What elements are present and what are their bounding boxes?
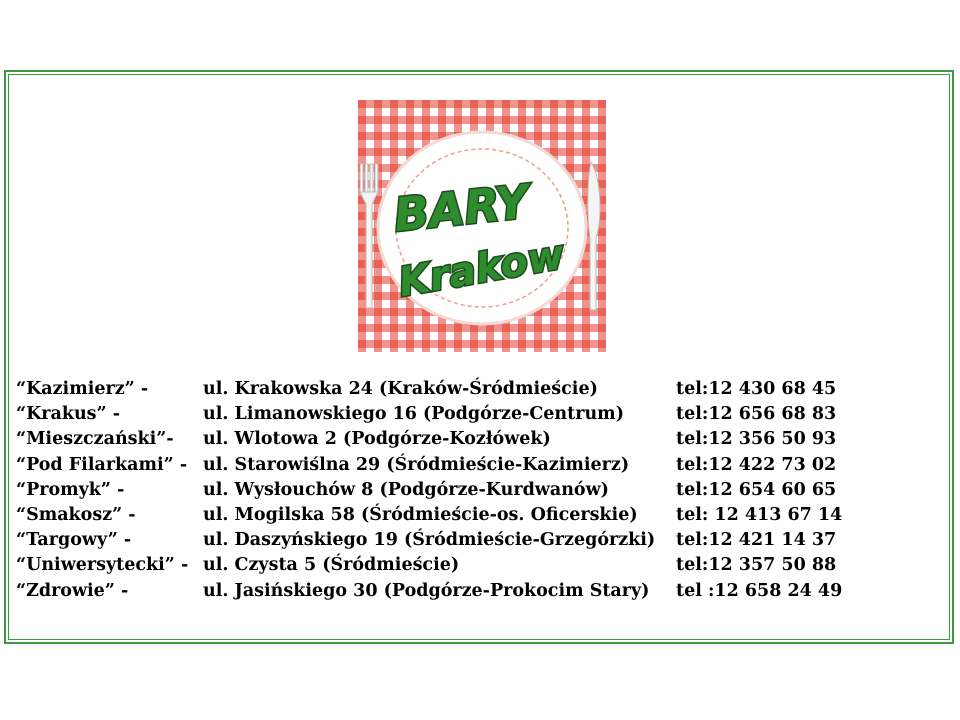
- bar-row: [16, 377, 916, 402]
- bar-row: [16, 427, 916, 452]
- bar-phone: tel :12 658 24 49: [676, 580, 843, 601]
- bar-phone: tel:12 654 60 65: [676, 479, 837, 500]
- bar-address: ul. Daszyńskiego 19 (Śródmieście-Grzegórzki): [203, 530, 656, 551]
- bar-phone: tel:12 356 50 93: [676, 429, 837, 450]
- bar-address: ul. Starowiślna 29 (Śródmieście-Kazimierz): [203, 454, 630, 475]
- bar-name: “Krakus” -: [16, 404, 120, 425]
- bar-phone: tel:12 656 68 83: [676, 404, 837, 425]
- bar-phone: tel:12 422 73 02: [676, 454, 837, 475]
- bar-phone: tel:12 357 50 88: [676, 555, 837, 576]
- bar-address: ul. Wlotowa 2 (Podgórze-Kozłówek): [203, 429, 551, 450]
- bar-row: [16, 528, 916, 553]
- bar-row: [16, 553, 916, 578]
- bar-address: ul. Jasińskiego 30 (Podgórze-Prokocim Stary): [203, 580, 650, 601]
- bar-phone: tel:12 421 14 37: [676, 530, 837, 551]
- bar-name: “Targowy” -: [16, 530, 132, 551]
- bar-row: [16, 478, 916, 503]
- bar-name: “Kazimierz” -: [16, 379, 149, 399]
- bar-directory: [16, 377, 916, 604]
- bar-row: [16, 402, 916, 427]
- bar-address: ul. Wysłouchów 8 (Podgórze-Kurdwanów): [203, 479, 609, 500]
- logo-line-bary: BARY: [391, 174, 532, 243]
- bar-row: [16, 503, 916, 528]
- logo-line-krakow: Krakow: [395, 231, 568, 307]
- bar-row: [16, 579, 916, 604]
- bar-name: “Mieszczański”-: [16, 429, 174, 450]
- bar-name: “Promyk” -: [16, 479, 125, 500]
- bar-phone: tel:12 430 68 45: [676, 379, 837, 399]
- bar-address: ul. Krakowska 24 (Kraków-Śródmieście): [203, 379, 598, 399]
- bar-name: “Pod Filarkami” -: [16, 454, 188, 475]
- bar-address: ul. Limanowskiego 16 (Podgórze-Centrum): [203, 404, 624, 425]
- bar-address: ul. Mogilska 58 (Śródmieście-os. Oficerskie): [203, 504, 638, 525]
- bar-name: “Uniwersytecki” -: [16, 555, 189, 576]
- bar-name: “Smakosz” -: [16, 504, 136, 525]
- bary-krakow-logo: [358, 100, 606, 352]
- bar-address: ul. Czysta 5 (Śródmieście): [203, 555, 460, 576]
- bar-row: [16, 453, 916, 478]
- bar-name: “Zdrowie” -: [16, 580, 129, 601]
- bar-phone: tel: 12 413 67 14: [676, 504, 843, 525]
